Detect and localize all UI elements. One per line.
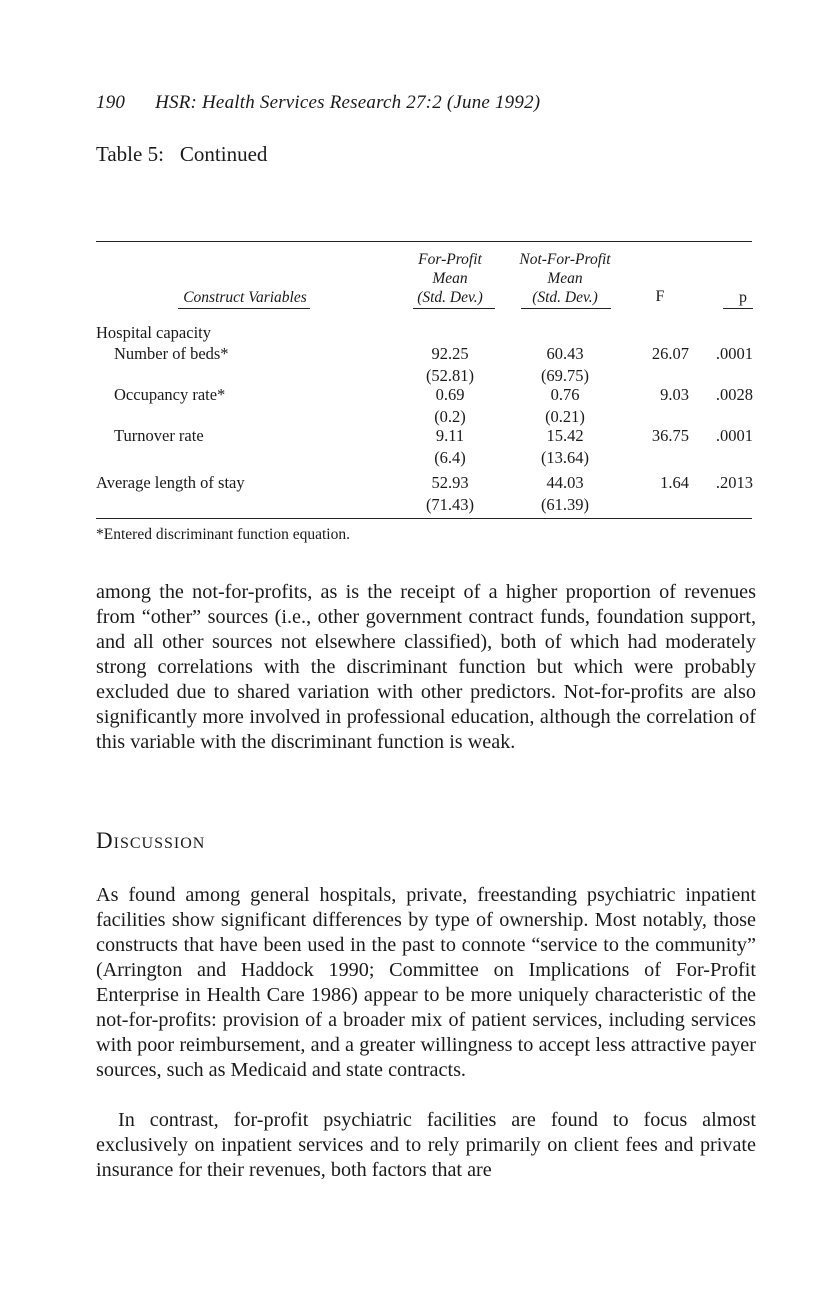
row-label: Turnover rate [114,426,204,445]
f-value: 36.75 [651,426,689,445]
page-number: 190 [96,92,126,113]
f-value: 26.07 [651,344,689,363]
header-not-for-profit [505,250,625,307]
body-paragraph-1: among the not-for-profits, as is the receipt of a higher proportion of revenues from “other” sources (i.e., other government contract funds, foundation support, and all other sources not elsewhere classified), both of which had moderately strong correlations with the discriminant function but which were probably excluded due to shared variation with other predictors. Not-for-profits are also significantly more involved in professional education, although the correlation of this variable with the discriminant function is weak. [96,581,756,753]
header-not-for-profit-line2: Mean [547,270,583,287]
header-construct-variables: Construct Variables [183,289,307,306]
table-caption-text: Continued [179,142,268,166]
nfp-mean: 44.03 [546,473,584,492]
header-for-profit-line3: (Std. Dev.) [417,289,483,306]
header-f: F [655,288,665,305]
row-label: Number of beds* [114,344,229,363]
underline-not-for-profit [521,308,611,309]
p-value: .0001 [715,426,753,445]
body-paragraph-3: In contrast, for-profit psychiatric facilities are found to focus almost exclusively on inpatient services and to rely primarily on client fees and private insurance for their revenues, both factors that are [96,1109,756,1181]
p-value: .0028 [715,385,753,404]
fp-mean: 9.11 [435,426,465,445]
nfp-sd: (0.21) [545,407,585,426]
fp-sd: (6.4) [434,448,466,467]
fp-sd: (0.2) [434,407,466,426]
header-for-profit-line1: For-Profit [418,251,482,268]
body-paragraph-2: As found among general hospitals, private, freestanding psychiatric inpatient facilities show significant differences by type of ownership. Most notably, those constructs that have been used in the past to connote “service to the community” (Arrington and Haddock 1990; Committee on Implications of For-Profit Enterprise in Health Care 1986) appear to be more uniquely characteristic of the not-for-profits: provision of a broader mix of patient services, including services with poor reimbursement, and a greater willingness to accept less attractive payer sources, such as Medicaid and state contracts. [96,884,756,1081]
underline-p [723,308,753,309]
p-value: .0001 [715,344,753,363]
fp-mean: 52.93 [431,473,469,492]
fp-mean: 0.69 [435,385,465,404]
table-bottom-rule [96,518,752,519]
row-label: Occupancy rate* [114,385,226,404]
nfp-mean: 0.76 [550,385,580,404]
nfp-sd: (13.64) [540,448,590,467]
header-p: p [739,289,747,306]
section-heading-discussion: Discussion [96,828,206,853]
nfp-mean: 15.42 [546,426,584,445]
fp-mean: 92.25 [431,344,469,363]
header-for-profit-line2: Mean [432,270,468,287]
table-top-rule [96,241,752,242]
header-not-for-profit-line1: Not-For-Profit [519,251,611,268]
row-label: Average length of stay [96,473,245,492]
fp-sd: (71.43) [425,495,475,514]
nfp-mean: 60.43 [546,344,584,363]
nfp-sd: (69.75) [540,366,590,385]
p-value: .2013 [715,473,753,492]
underline-for-profit [413,308,495,309]
f-value: 1.64 [660,473,689,492]
f-value: 9.03 [660,385,689,404]
section-label-hospital-capacity: Hospital capacity [96,323,212,342]
running-head [96,92,540,114]
fp-sd: (52.81) [425,366,475,385]
nfp-sd: (61.39) [540,495,590,514]
header-for-profit [405,250,495,307]
table-label: Table 5: [96,142,164,166]
journal-citation: HSR: Health Services Research 27:2 (June 1992) [155,92,541,113]
table-caption [96,142,267,167]
underline-construct [178,308,310,309]
header-not-for-profit-line3: (Std. Dev.) [532,289,598,306]
table-footnote: *Entered discriminant function equation. [96,526,350,543]
